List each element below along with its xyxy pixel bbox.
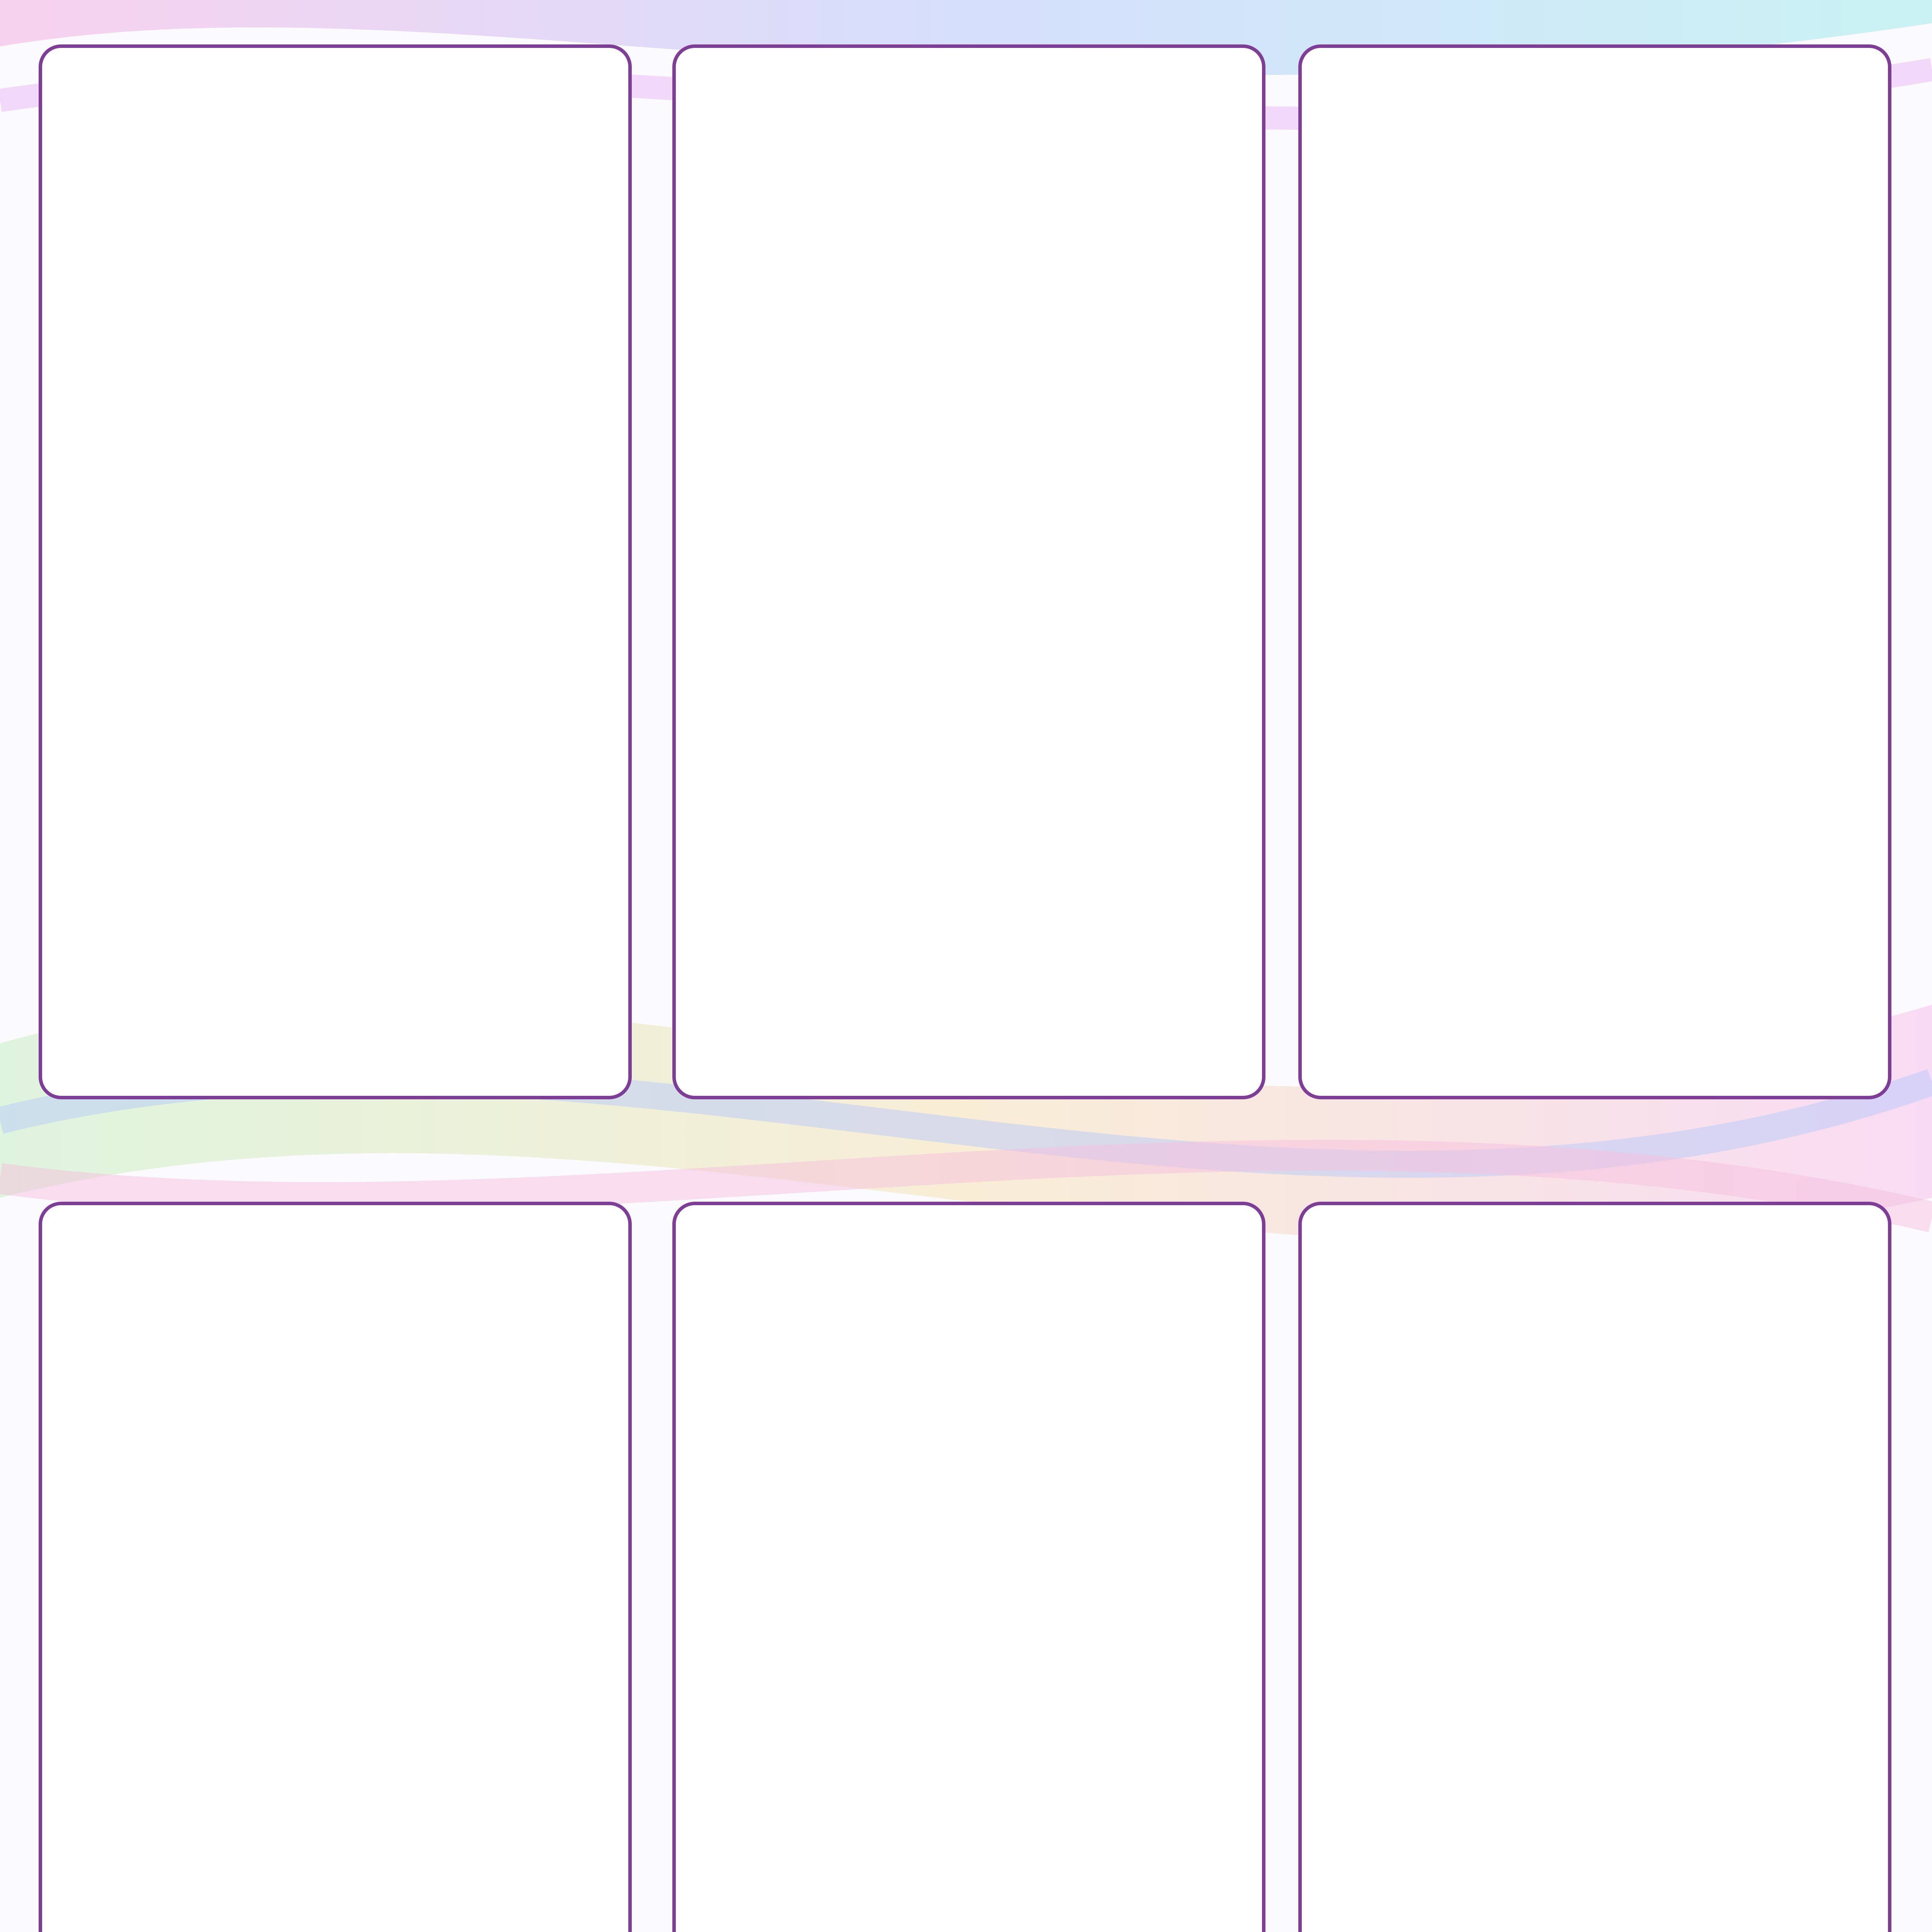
panel-page-4 (1298, 1202, 1891, 1932)
panel-page-5 (672, 1202, 1265, 1932)
panel-cover (39, 1202, 632, 1932)
panel-page-2 (672, 44, 1265, 1099)
panel-page-3 (39, 44, 632, 1099)
panel-page-1 (1298, 44, 1891, 1099)
